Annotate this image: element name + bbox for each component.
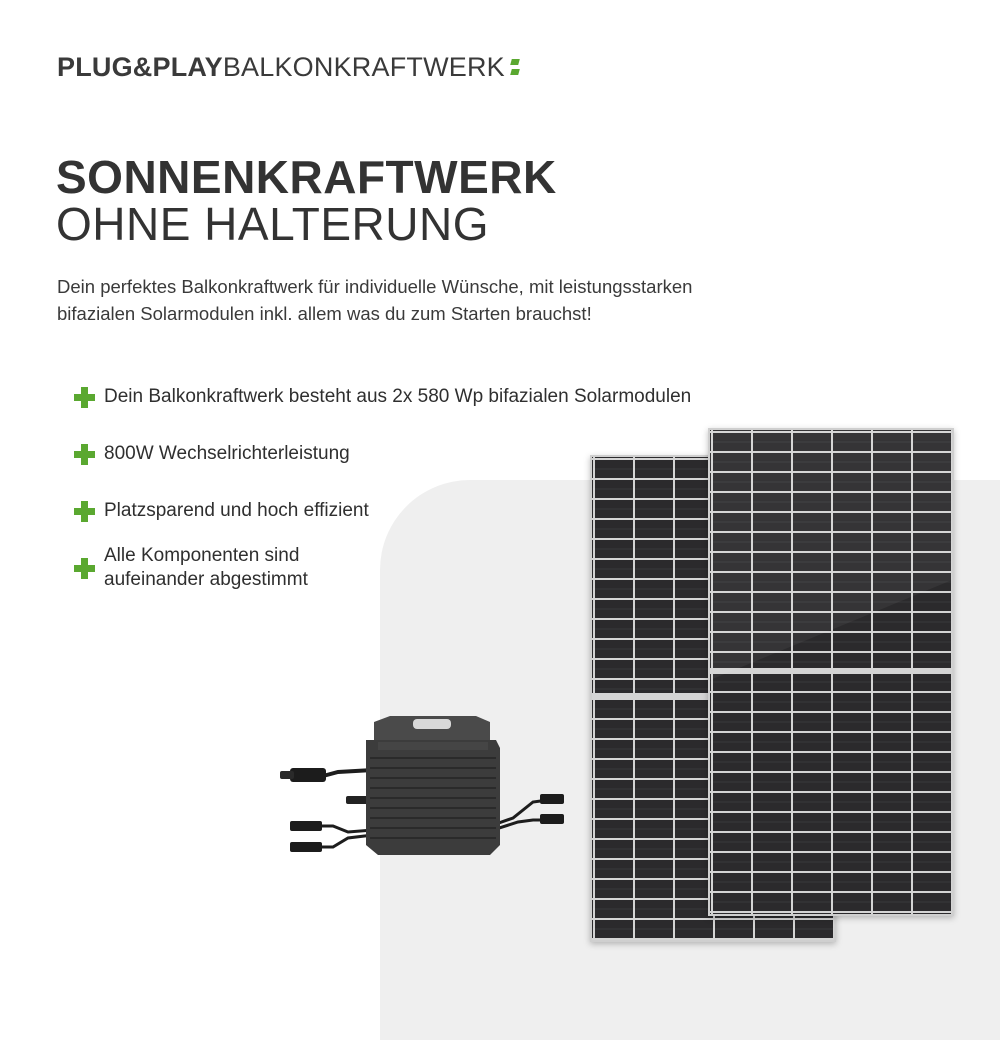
intro-text: Dein perfektes Balkonkraftwerk für individuelle Wünsche, mit leistungsstarken bifazialen Solarmodulen inkl. allem was du zum Starten brauchst! [57, 276, 693, 324]
plus-icon [74, 444, 95, 465]
feature-text: Alle Komponenten sind aufeinander abgestimmt [104, 545, 308, 590]
brand-logo [57, 52, 520, 83]
headline-line-2: OHNE HALTERUNG [56, 198, 489, 250]
feature-item [74, 385, 691, 409]
feature-text: 800W Wechselrichterleistung [104, 443, 350, 464]
plus-icon [74, 501, 95, 522]
feature-item [74, 544, 344, 592]
solar-panel-front-image [708, 428, 954, 916]
brand-logo-light: BALKONKRAFTWERK [222, 52, 505, 82]
brand-mark-icon [508, 54, 520, 76]
plus-icon [74, 558, 95, 579]
plus-icon [74, 387, 95, 408]
brand-logo-bold: PLUG&PLAY [57, 52, 223, 82]
feature-text: Platzsparend und hoch effizient [104, 500, 369, 521]
headline-line-1: SONNENKRAFTWERK [56, 151, 557, 203]
feature-item [74, 499, 369, 523]
feature-text: Dein Balkonkraftwerk besteht aus 2x 580 Wp bifazialen Solarmodulen [104, 386, 692, 407]
micro-inverter-image [278, 710, 578, 860]
feature-item [74, 442, 350, 466]
